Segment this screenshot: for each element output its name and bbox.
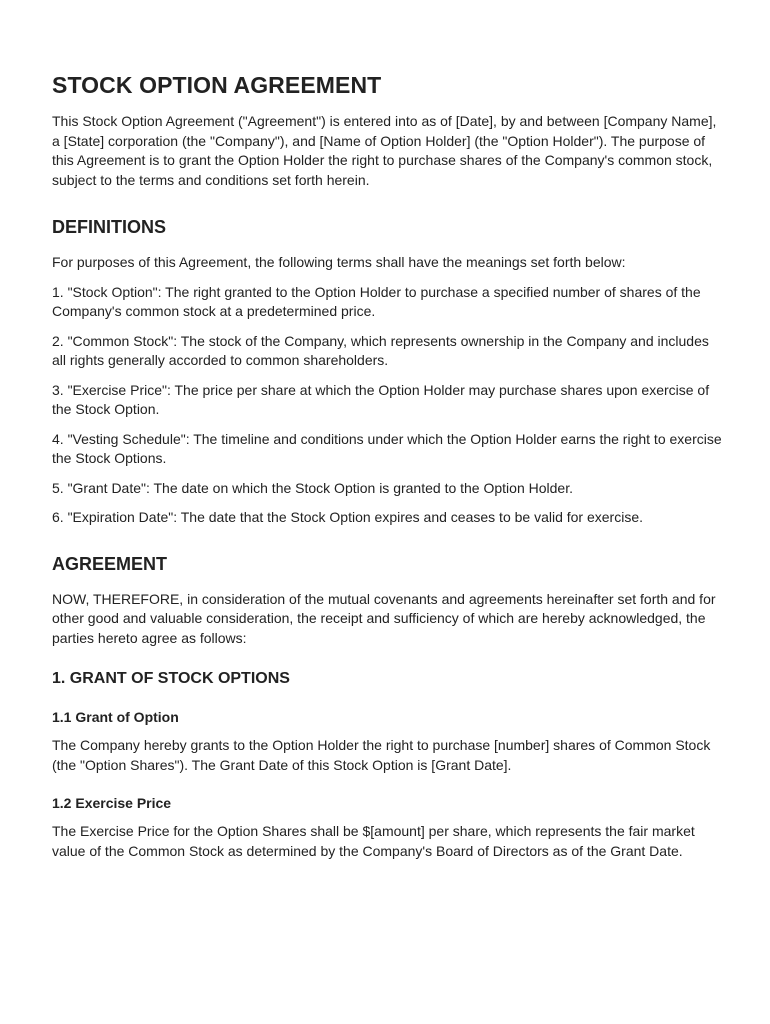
document-page	[52, 70, 724, 879]
definition-item: 6. "Expiration Date": The date that the Stock Option expires and ceases to be valid for exercise.	[52, 509, 644, 525]
subsection-heading-grant-of-option: 1.1 Grant of Option	[52, 709, 179, 725]
definition-item: 4. "Vesting Schedule": The timeline and conditions under which the Option Holder earns the right to exercise the Stock Options.	[52, 430, 722, 466]
definition-item: 5. "Grant Date": The date on which the Stock Option is granted to the Option Holder.	[52, 479, 573, 496]
subsection-paragraph-exercise-price: The Exercise Price for the Option Shares shall be $[amount] per share, which represents the fair market value of the Common Stock as determined by the Company's Board of Directors as of the Grant Date.	[52, 823, 695, 859]
subsection-paragraph-grant-of-option: The Company hereby grants to the Option Holder the right to purchase [number] shares of Common Stock (the "Option Shares"). The Grant Date of this Stock Option is [Grant Date].	[52, 737, 711, 773]
intro-paragraph: This Stock Option Agreement ("Agreement") is entered into as of [Date], by and between [Company Name], a [State] corporation (the "Company"), and [Name of Option Holder] (the "Option Holder"). The purpose of this Agreement is to grant the Option Holder the right to purchase shares of the Company's common stock, subject to the terms and conditions set forth herein.	[52, 113, 717, 188]
definition-item: 1. "Stock Option": The right granted to the Option Holder to purchase a specified number of shares of the Company's common stock at a predetermined price.	[52, 283, 701, 319]
definitions-lead: For purposes of this Agreement, the following terms shall have the meanings set forth below:	[52, 254, 626, 270]
section-heading-grant: 1. GRANT OF STOCK OPTIONS	[52, 670, 290, 687]
agreement-paragraph: NOW, THEREFORE, in consideration of the mutual covenants and agreements hereinafter set forth and for other good and valuable consideration, the receipt and sufficiency of which are hereby acknowledged, the parties hereto agree as follows:	[52, 590, 716, 646]
definition-item: 3. "Exercise Price": The price per share at which the Option Holder may purchase shares upon exercise of the Stock Option.	[52, 381, 710, 417]
definitions-heading: DEFINITIONS	[52, 217, 167, 237]
document-title: STOCK OPTION AGREEMENT	[52, 72, 382, 98]
definition-item: 2. "Common Stock": The stock of the Company, which represents ownership in the Company and includes all rights generally accorded to common shareholders.	[52, 332, 709, 368]
agreement-heading: AGREEMENT	[52, 553, 168, 574]
subsection-heading-exercise-price: 1.2 Exercise Price	[52, 795, 172, 811]
